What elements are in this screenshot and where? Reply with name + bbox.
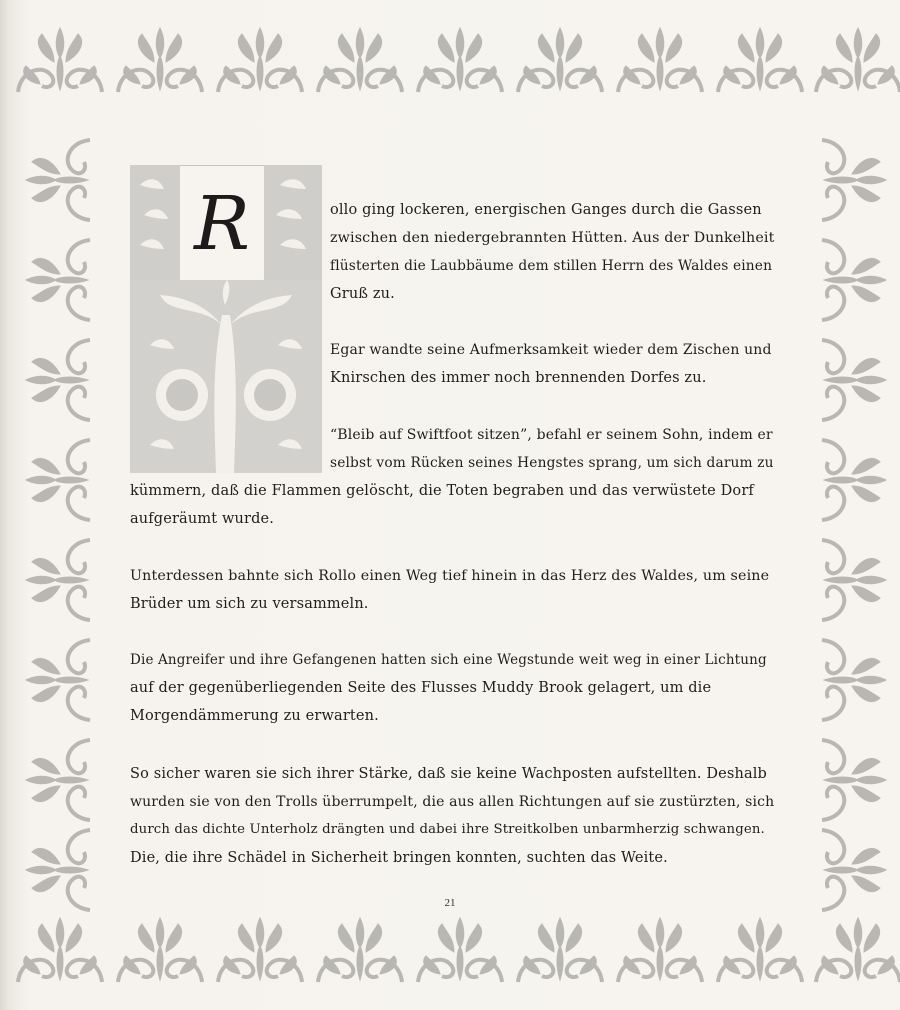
text-line: Gruß zu. [330, 286, 395, 302]
text-line: Knirschen des immer noch brennenden Dorfes zu. [330, 370, 707, 386]
text-line: auf der gegenüberliegenden Seite des Flusses Muddy Brook gelagert, um die [130, 680, 712, 696]
border-right [822, 140, 886, 910]
border-left [26, 140, 90, 910]
text-line: Egar wandte seine Aufmerksamkeit wieder dem Zischen und [330, 342, 772, 358]
text-line: Die, die ihre Schädel in Sicherheit bringen konnten, suchten das Weite. [130, 850, 668, 866]
text-line: Unterdessen bahnte sich Rollo einen Weg tief hinein in das Herz des Waldes, um seine [130, 568, 770, 584]
text-line: durch das dichte Unterholz drängten und dabei ihre Streitkolben unbarmherzig schwangen. [130, 822, 765, 837]
border-bottom [18, 918, 900, 982]
text-block [130, 165, 775, 885]
drop-cap-letter: R [182, 173, 262, 275]
border-top [18, 28, 900, 92]
text-line: So sicher waren sie sich ihrer Stärke, daß sie keine Wachposten aufstellten. Deshalb [130, 766, 767, 782]
text-line: Brüder um sich zu versammeln. [130, 596, 369, 612]
illuminated-initial [130, 165, 322, 473]
text-line: flüsterten die Laubbäume dem stillen Herrn des Waldes einen [330, 258, 773, 274]
text-line: Die Angreifer und ihre Gefangenen hatten sich eine Wegstunde weit weg in einer Lichtung [130, 652, 767, 668]
text-line: aufgeräumt wurde. [130, 511, 275, 527]
text-line: wurden sie von den Trolls überrumpelt, die aus allen Richtungen auf sie zustürzten, sich [130, 794, 775, 810]
text-line: Morgendämmerung zu erwarten. [130, 708, 379, 724]
text-line: kümmern, daß die Flammen gelöscht, die Toten begraben und das verwüstete Dorf [130, 483, 754, 499]
page-number: 21 [444, 897, 456, 909]
text-line: “Bleib auf Swiftfoot sitzen”, befahl er seinem Sohn, indem er [330, 427, 773, 443]
text-line: selbst vom Rücken seines Hengstes sprang, um sich darum zu [330, 455, 774, 471]
text-line: zwischen den niedergebrannten Hütten. Aus der Dunkelheit [330, 230, 775, 246]
text-line: ollo ging lockeren, energischen Ganges durch die Gassen [330, 202, 762, 218]
